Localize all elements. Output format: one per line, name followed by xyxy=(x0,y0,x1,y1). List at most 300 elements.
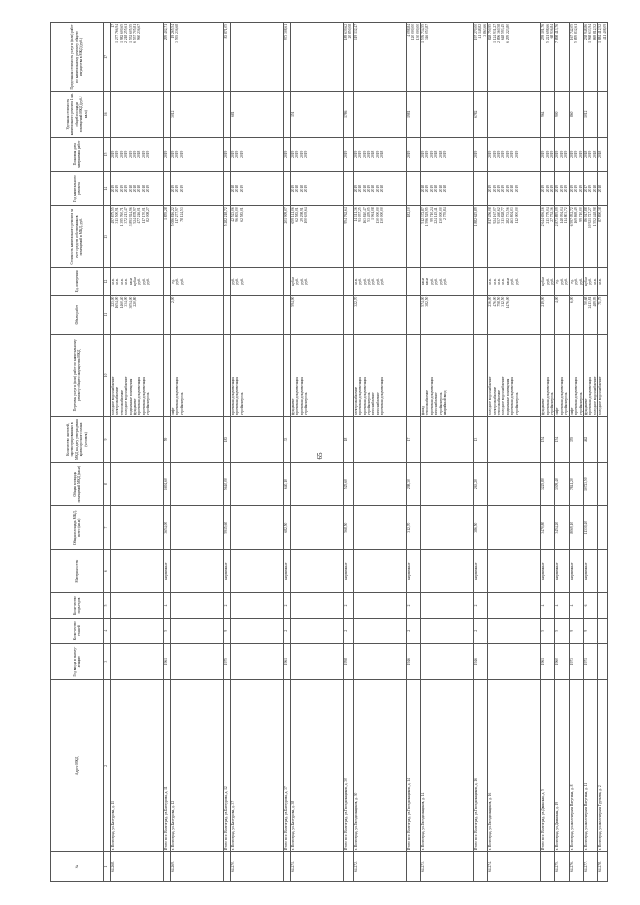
column-number: 5 xyxy=(104,593,111,618)
work-volume-line: 382,50 xyxy=(425,296,430,307)
unit-line: м.п. xyxy=(353,278,358,285)
plan-date-line: 2019 xyxy=(588,150,593,158)
plan-date-line: 2018 xyxy=(434,150,439,158)
works-list-line: проектная документация xyxy=(358,376,363,416)
address: г. Волгоград, ул.Бахтурова, д. 37 xyxy=(231,680,284,852)
repair-cost-line: 99 710,24 xyxy=(429,207,434,222)
table-row xyxy=(555,23,569,882)
unit-line: куб.м xyxy=(541,277,546,286)
repair-cost-line: 954 762,64 xyxy=(344,207,348,224)
cost-limit-line: 120 000,00 xyxy=(411,24,416,41)
unit-cost: 964 xyxy=(541,91,555,137)
works-list-line: аварийный ввод xyxy=(443,390,448,416)
plan-date-line: 2019 xyxy=(406,150,411,158)
repair-year-line: 2018 xyxy=(299,185,304,193)
plan-date-line: 2019 xyxy=(421,150,426,158)
row-number xyxy=(224,852,231,882)
row-number: 64.276. xyxy=(569,852,583,882)
unit xyxy=(224,268,231,295)
wall-material xyxy=(231,549,284,593)
total-area xyxy=(291,506,344,550)
works-list xyxy=(171,334,224,416)
commission-year xyxy=(111,643,164,680)
repair-year-line: 2018 xyxy=(443,185,448,193)
plan-date-line: 2019 xyxy=(304,150,309,158)
repair-year-line: 2019 xyxy=(555,185,560,193)
repair-cost-line: 29 298,91 xyxy=(299,207,304,222)
residents: 33 xyxy=(284,417,291,463)
plan-date-line: 2019 xyxy=(284,150,288,158)
cost-limit xyxy=(224,23,231,92)
unit xyxy=(474,268,488,295)
work-volume-line: 220,80 xyxy=(133,296,138,307)
floors xyxy=(291,618,344,643)
repair-cost-line: 114 803,72 xyxy=(564,207,569,224)
commission-year: 1961 xyxy=(541,643,555,680)
total-area xyxy=(231,506,284,550)
work-volume-line: 6,00 xyxy=(569,296,574,303)
works-list xyxy=(541,334,555,416)
work-volume-line: 334,00 xyxy=(124,296,129,307)
repair-cost-line: 163 840,47 xyxy=(362,207,367,224)
unit-line: руб. xyxy=(434,278,439,285)
cost-limit xyxy=(598,23,608,92)
column-header: Материал стен xyxy=(51,549,104,593)
unit-line: м.п. xyxy=(598,278,603,285)
repair-cost-line: 27 752,36 xyxy=(550,207,555,222)
cost-limit xyxy=(164,23,171,92)
cost-limit xyxy=(583,23,597,92)
entrances: 2 xyxy=(344,593,354,618)
plan-date-line: 2019 xyxy=(358,150,363,158)
row-number xyxy=(164,852,171,882)
commission-year: 1961 xyxy=(284,643,291,680)
total-area: 312,70 xyxy=(406,506,420,550)
table-row xyxy=(474,23,488,882)
address: г. Волгоград, ул.им.генерала Ватутина, д. 8 xyxy=(569,680,583,852)
unit-line: руб. xyxy=(550,278,555,285)
repair-cost xyxy=(284,206,291,268)
repair-year-line: 2018 xyxy=(371,185,376,193)
floors xyxy=(171,618,224,643)
plan-date-line: 2019 xyxy=(555,150,560,158)
column-header: Количество жителей, зарегистрированных в МКД на дату утверждения краткосрочного плана (человек) xyxy=(51,417,104,463)
repair-cost-line: 130 000,00 xyxy=(375,207,380,224)
works-list-line: холодное водоснабжение xyxy=(598,376,603,416)
repair-cost-line: 148 094,04 xyxy=(559,207,564,224)
address: г. Волгоград, ул.Гвоздильщиков, д. 14 xyxy=(421,680,474,852)
commission-year: 1946 xyxy=(474,643,488,680)
unit xyxy=(284,268,291,295)
works-list-line: стройконтроль xyxy=(578,392,583,416)
wall-material: кирпичные xyxy=(569,549,583,593)
repair-cost-line: 96 803,00 xyxy=(235,207,240,222)
column-number: 15 xyxy=(104,137,111,171)
work-volume xyxy=(111,295,164,334)
repair-year-line: 2018 xyxy=(362,185,367,193)
cost-limit-line: 1 277 766,94 xyxy=(115,24,120,43)
repair-cost-line: 659 141,06 xyxy=(291,207,295,224)
repair-cost-line: 1 596 529,95 xyxy=(425,207,430,227)
total-area: 11330,40 xyxy=(583,506,597,550)
column-header: № xyxy=(51,852,104,882)
works-list-line: фасад xyxy=(421,406,426,416)
plan-date-line: 2019 xyxy=(564,150,569,158)
unit-line: руб. xyxy=(574,278,579,285)
cost-limit-line: 3 593 236,68 xyxy=(175,24,180,43)
residents: 154 xyxy=(555,417,569,463)
address: Итого по г. Волгоград, ул.Гвоздильщиков, д. 30 xyxy=(344,680,354,852)
works-list-line: холодное водоснабжение xyxy=(111,376,115,416)
cost-limit xyxy=(488,23,541,92)
floors: 5 xyxy=(541,618,555,643)
repair-year-line: 2018 xyxy=(295,185,300,193)
repair-year-line: 2019 xyxy=(111,185,115,193)
work-volume-line: 594,90 xyxy=(291,296,295,307)
plan-date-line: 2019 xyxy=(299,150,304,158)
work-volume-line: 4,00 xyxy=(555,296,560,303)
repair-year-line: 2019 xyxy=(115,185,120,193)
work-volume-line: 1654,00 xyxy=(115,296,120,309)
unit-line: кв.м xyxy=(128,278,133,285)
works-list xyxy=(231,334,284,416)
unit xyxy=(344,268,354,295)
floors: 2 xyxy=(284,618,291,643)
unit xyxy=(231,268,284,295)
repair-cost-line: 512 372,87 xyxy=(421,207,426,224)
cost-limit xyxy=(421,23,474,92)
capital-repair-table-sheet xyxy=(50,22,607,882)
wall-material: кирпичные xyxy=(583,549,597,593)
address: Итого по г. Волгоград, ул.Двинская, д. 5 xyxy=(541,680,555,852)
column-header: Год ввода в эксплу-атацию xyxy=(51,643,104,680)
repair-year-line: 2018 xyxy=(592,185,597,193)
repair-cost-line: 3 891 924,96 xyxy=(128,207,133,227)
cost-limit-line: 5 895 832,61 xyxy=(574,24,579,43)
repair-year-line: 2018 xyxy=(421,185,426,193)
works-list xyxy=(111,334,164,416)
plan-date-line: 2019 xyxy=(128,150,133,158)
column-number: 8 xyxy=(104,462,111,506)
cost-limit-line: 960 236,67 xyxy=(137,24,142,41)
repair-cost xyxy=(569,206,583,268)
rooms-area: 3225,80 xyxy=(541,462,555,506)
plan-date-line: 2019 xyxy=(179,150,184,158)
unit-line: ед. xyxy=(171,279,175,284)
repair-cost-line: 82 008,27 xyxy=(146,207,151,222)
works-list-line: стройконтроль xyxy=(304,392,309,416)
cost-limit xyxy=(353,23,406,92)
works-list-line: фундамент xyxy=(133,398,138,416)
residents: 18 xyxy=(344,417,354,463)
residents: 13 xyxy=(474,417,488,463)
works-list-line: проектная документация xyxy=(510,376,515,416)
wall-material: кирпичные xyxy=(284,549,291,593)
plan-date-line: 2019 xyxy=(474,150,479,158)
work-volume-line: 2,00 xyxy=(171,296,175,303)
column-header: Адрес МКД xyxy=(51,680,104,852)
plan-date-line: 2019 xyxy=(344,150,348,158)
entrances: 4 xyxy=(541,593,555,618)
column-header: Предельная стоимость услуг и (или) работ по капитальному ремонту общего имущества в МКД (руб.) xyxy=(51,23,104,92)
cost-limit-line: 1 982 600,65 xyxy=(119,24,124,43)
work-volume xyxy=(224,295,231,334)
wall-material xyxy=(111,549,164,593)
entrances xyxy=(111,593,164,618)
address: г. Волгоград, ул.Гвоздильщиков, д. 16 xyxy=(488,680,541,852)
residents: 154 xyxy=(541,417,555,463)
works-list-line: проектная документация xyxy=(295,376,300,416)
wall-material: кирпичные xyxy=(344,549,354,593)
repair-year xyxy=(569,171,583,205)
repair-year xyxy=(164,171,171,205)
works-list-line: теплоснабжение xyxy=(119,389,124,416)
address: г. Волгоград, ул.Бахтурова, д. 38 xyxy=(291,680,344,852)
cost-limit-line: 1 884 412,52 xyxy=(598,24,603,43)
address: г. Волгоград, ул.Бахтурова, д. 11 xyxy=(111,680,164,852)
works-list xyxy=(555,334,569,416)
unit-line: руб. xyxy=(510,278,515,285)
table-row xyxy=(488,23,541,882)
total-area: 3654,00 xyxy=(164,506,171,550)
repair-year-line: 2018 xyxy=(434,185,439,193)
unit-cost: 1981 xyxy=(406,91,420,137)
repair-cost-line: 313 500,91 xyxy=(115,207,120,224)
plan-date xyxy=(598,137,608,171)
repair-cost-line: 100 639,64 xyxy=(304,207,309,224)
table-row xyxy=(284,23,291,882)
repair-cost xyxy=(164,206,171,268)
cost-limit xyxy=(406,23,420,92)
works-list-line: проектная документация xyxy=(137,376,142,416)
residents xyxy=(421,417,474,463)
plan-date-line: 2019 xyxy=(175,150,180,158)
unit xyxy=(488,268,541,295)
table-row xyxy=(291,23,344,882)
repair-cost-line: 117 170,01 xyxy=(141,207,146,224)
column-number: 7 xyxy=(104,506,111,550)
repair-year xyxy=(583,171,597,205)
table-row xyxy=(569,23,583,882)
column-number: 9 xyxy=(104,417,111,463)
repair-cost-line: 5 282 218,72 xyxy=(224,207,228,227)
commission-year: 1961 xyxy=(164,643,171,680)
work-volume-line: 50,68 xyxy=(583,296,588,305)
repair-year-line: 2019 xyxy=(124,185,129,193)
total-area xyxy=(111,506,164,550)
works-list-line: электроснабжение xyxy=(492,386,497,416)
works-list xyxy=(474,334,488,416)
works-list-line: фундамент xyxy=(541,398,546,416)
repair-year-line: 2019 xyxy=(541,185,546,193)
unit-line: руб. xyxy=(179,278,184,285)
column-header: Ед. измерения xyxy=(51,268,104,295)
row-number: 64.275. xyxy=(555,852,569,882)
table-header-row xyxy=(51,23,104,882)
row-number: 64.274. xyxy=(488,852,541,882)
plan-date xyxy=(569,137,583,171)
plan-date xyxy=(164,137,171,171)
repair-cost xyxy=(541,206,555,268)
plan-date xyxy=(353,137,406,171)
cost-limit-line: 2 896 360,58 xyxy=(497,24,502,43)
plan-date-line: 2019 xyxy=(510,150,515,158)
unit-line: руб. xyxy=(588,278,593,285)
floors xyxy=(111,618,164,643)
entrances xyxy=(421,593,474,618)
repair-year-line: 2019 xyxy=(497,185,502,193)
repair-cost-line: 2 755,84 xyxy=(443,207,448,220)
works-list-line: холодное водоснабжение xyxy=(501,376,506,416)
unit-line: руб. xyxy=(295,278,300,285)
works-list xyxy=(598,334,608,416)
works-list-line: лифт xyxy=(569,407,574,416)
residents xyxy=(488,417,541,463)
column-number: 17 xyxy=(104,23,111,92)
work-volume-line: 3054,00 xyxy=(128,296,133,309)
unit-line: руб. xyxy=(367,278,372,285)
plan-date-line: 2019 xyxy=(111,150,115,158)
work-volume xyxy=(474,295,488,334)
unit-line: куб.м xyxy=(291,277,295,286)
plan-date xyxy=(224,137,231,171)
rooms-area xyxy=(488,462,541,506)
unit-line: м.п. xyxy=(492,278,497,285)
plan-date-line: 2018 xyxy=(371,150,376,158)
unit-cost xyxy=(488,91,541,137)
repair-cost-line: 91 057,25 xyxy=(358,207,363,222)
plan-date-line: 2019 xyxy=(295,150,300,158)
floors: 5 xyxy=(164,618,171,643)
work-volume-line: 71,75 xyxy=(598,296,603,305)
repair-cost xyxy=(291,206,344,268)
repair-cost-line: 497 875,55 xyxy=(111,207,115,224)
repair-year-line: 2018 xyxy=(128,185,133,193)
repair-cost xyxy=(555,206,569,268)
column-number-row xyxy=(104,23,111,882)
work-volume xyxy=(598,295,608,334)
repair-cost-line: 372 213,47 xyxy=(124,207,129,224)
cost-limit-line: 1 576 734,55 xyxy=(421,24,426,43)
wall-material: кирпичные xyxy=(164,549,171,593)
column-number: 3 xyxy=(104,643,111,680)
rooms-area: 3309,40 xyxy=(555,462,569,506)
total-area: 568,50 xyxy=(344,506,354,550)
rooms-area xyxy=(421,462,474,506)
work-volume-line: 1476,00 xyxy=(505,296,510,309)
row-number: 64.269. xyxy=(171,852,224,882)
works-list-line: проектная документация xyxy=(235,376,240,416)
plan-date-line: 2019 xyxy=(239,150,244,158)
repair-cost xyxy=(111,206,164,268)
residents: 462 xyxy=(583,417,597,463)
repair-cost xyxy=(224,206,231,268)
cost-limit-line: 7 898 413,76 xyxy=(555,24,560,43)
plan-date-line: 2019 xyxy=(443,150,448,158)
floors: 2 xyxy=(406,618,420,643)
repair-cost-line: 524 878,97 xyxy=(133,207,138,224)
total-area: 5915,60 xyxy=(224,506,231,550)
repair-year-line: 2019 xyxy=(559,185,564,193)
unit xyxy=(583,268,597,295)
table-row xyxy=(164,23,171,882)
cost-limit-line: 295 402,71 xyxy=(164,24,168,41)
wall-material xyxy=(171,549,224,593)
cost-limit-line: 3 863,66 xyxy=(482,24,487,37)
repair-year-line: 2018 xyxy=(141,185,146,193)
commission-year xyxy=(171,643,224,680)
wall-material: кирпичные xyxy=(224,549,231,593)
repair-cost-line: 1 395 760,71 xyxy=(119,207,124,227)
plan-date xyxy=(344,137,354,171)
unit xyxy=(291,268,344,295)
residents xyxy=(598,417,608,463)
repair-year xyxy=(231,171,284,205)
plan-date xyxy=(583,137,597,171)
repair-year-line: 2019 xyxy=(505,185,510,193)
cost-limit-line: 83 871,05 xyxy=(224,24,228,39)
plan-date xyxy=(488,137,541,171)
repair-year-line: 2018 xyxy=(598,185,603,193)
repair-year xyxy=(111,171,164,205)
work-volume xyxy=(583,295,597,334)
floors xyxy=(488,618,541,643)
repair-year-line: 2019 xyxy=(569,185,574,193)
total-area xyxy=(421,506,474,550)
unit-line: руб. xyxy=(514,278,519,285)
plan-date xyxy=(406,137,420,171)
residents xyxy=(291,417,344,463)
works-list xyxy=(421,334,474,416)
repair-cost xyxy=(474,206,488,268)
floors xyxy=(353,618,406,643)
row-number: 64.271. xyxy=(291,852,344,882)
works-list-line: стройконтроль xyxy=(239,392,244,416)
column-header: Стоимость капитального ремонта за счет средств собственников помещений в МКД, руб. xyxy=(51,206,104,268)
column-header: Перечень услуг и (или) работ по капитальному ремонту общего имущества МКД xyxy=(51,334,104,416)
repair-cost-line: 130 000,00 xyxy=(438,207,443,224)
unit-cost xyxy=(224,91,231,137)
unit-line: руб. xyxy=(578,278,583,285)
repair-cost xyxy=(231,206,284,268)
column-number: 13 xyxy=(104,206,111,268)
work-volume xyxy=(344,295,354,334)
unit-cost xyxy=(353,91,406,137)
floors: 9 xyxy=(583,618,597,643)
works-list xyxy=(488,334,541,416)
works-list-line: проектная документация xyxy=(574,376,579,416)
repair-year-line: 2019 xyxy=(291,185,295,193)
entrances: 2 xyxy=(474,593,488,618)
repair-cost-line: 213 779,04 xyxy=(545,207,550,224)
unit-cost: 681 xyxy=(231,91,284,137)
address: г. Волгоград, ул.им.генерала Ватутина, д. 11 xyxy=(583,680,597,852)
work-volume xyxy=(171,295,224,334)
plan-date-line: 2018 xyxy=(598,150,603,158)
plan-date-line: 2019 xyxy=(492,150,497,158)
entrances xyxy=(171,593,224,618)
plan-date-line: 2019 xyxy=(578,150,583,158)
repair-year-line: 2019 xyxy=(564,185,569,193)
unit-line: руб. xyxy=(362,278,367,285)
work-volume-line: 2413,81 xyxy=(588,296,593,309)
unit xyxy=(555,268,569,295)
repair-year-line: 2019 xyxy=(171,185,175,193)
work-volume xyxy=(284,295,291,334)
row-number xyxy=(541,852,555,882)
repair-cost-line: 42 523,06 xyxy=(231,207,235,222)
wall-material: кирпичные xyxy=(555,549,569,593)
